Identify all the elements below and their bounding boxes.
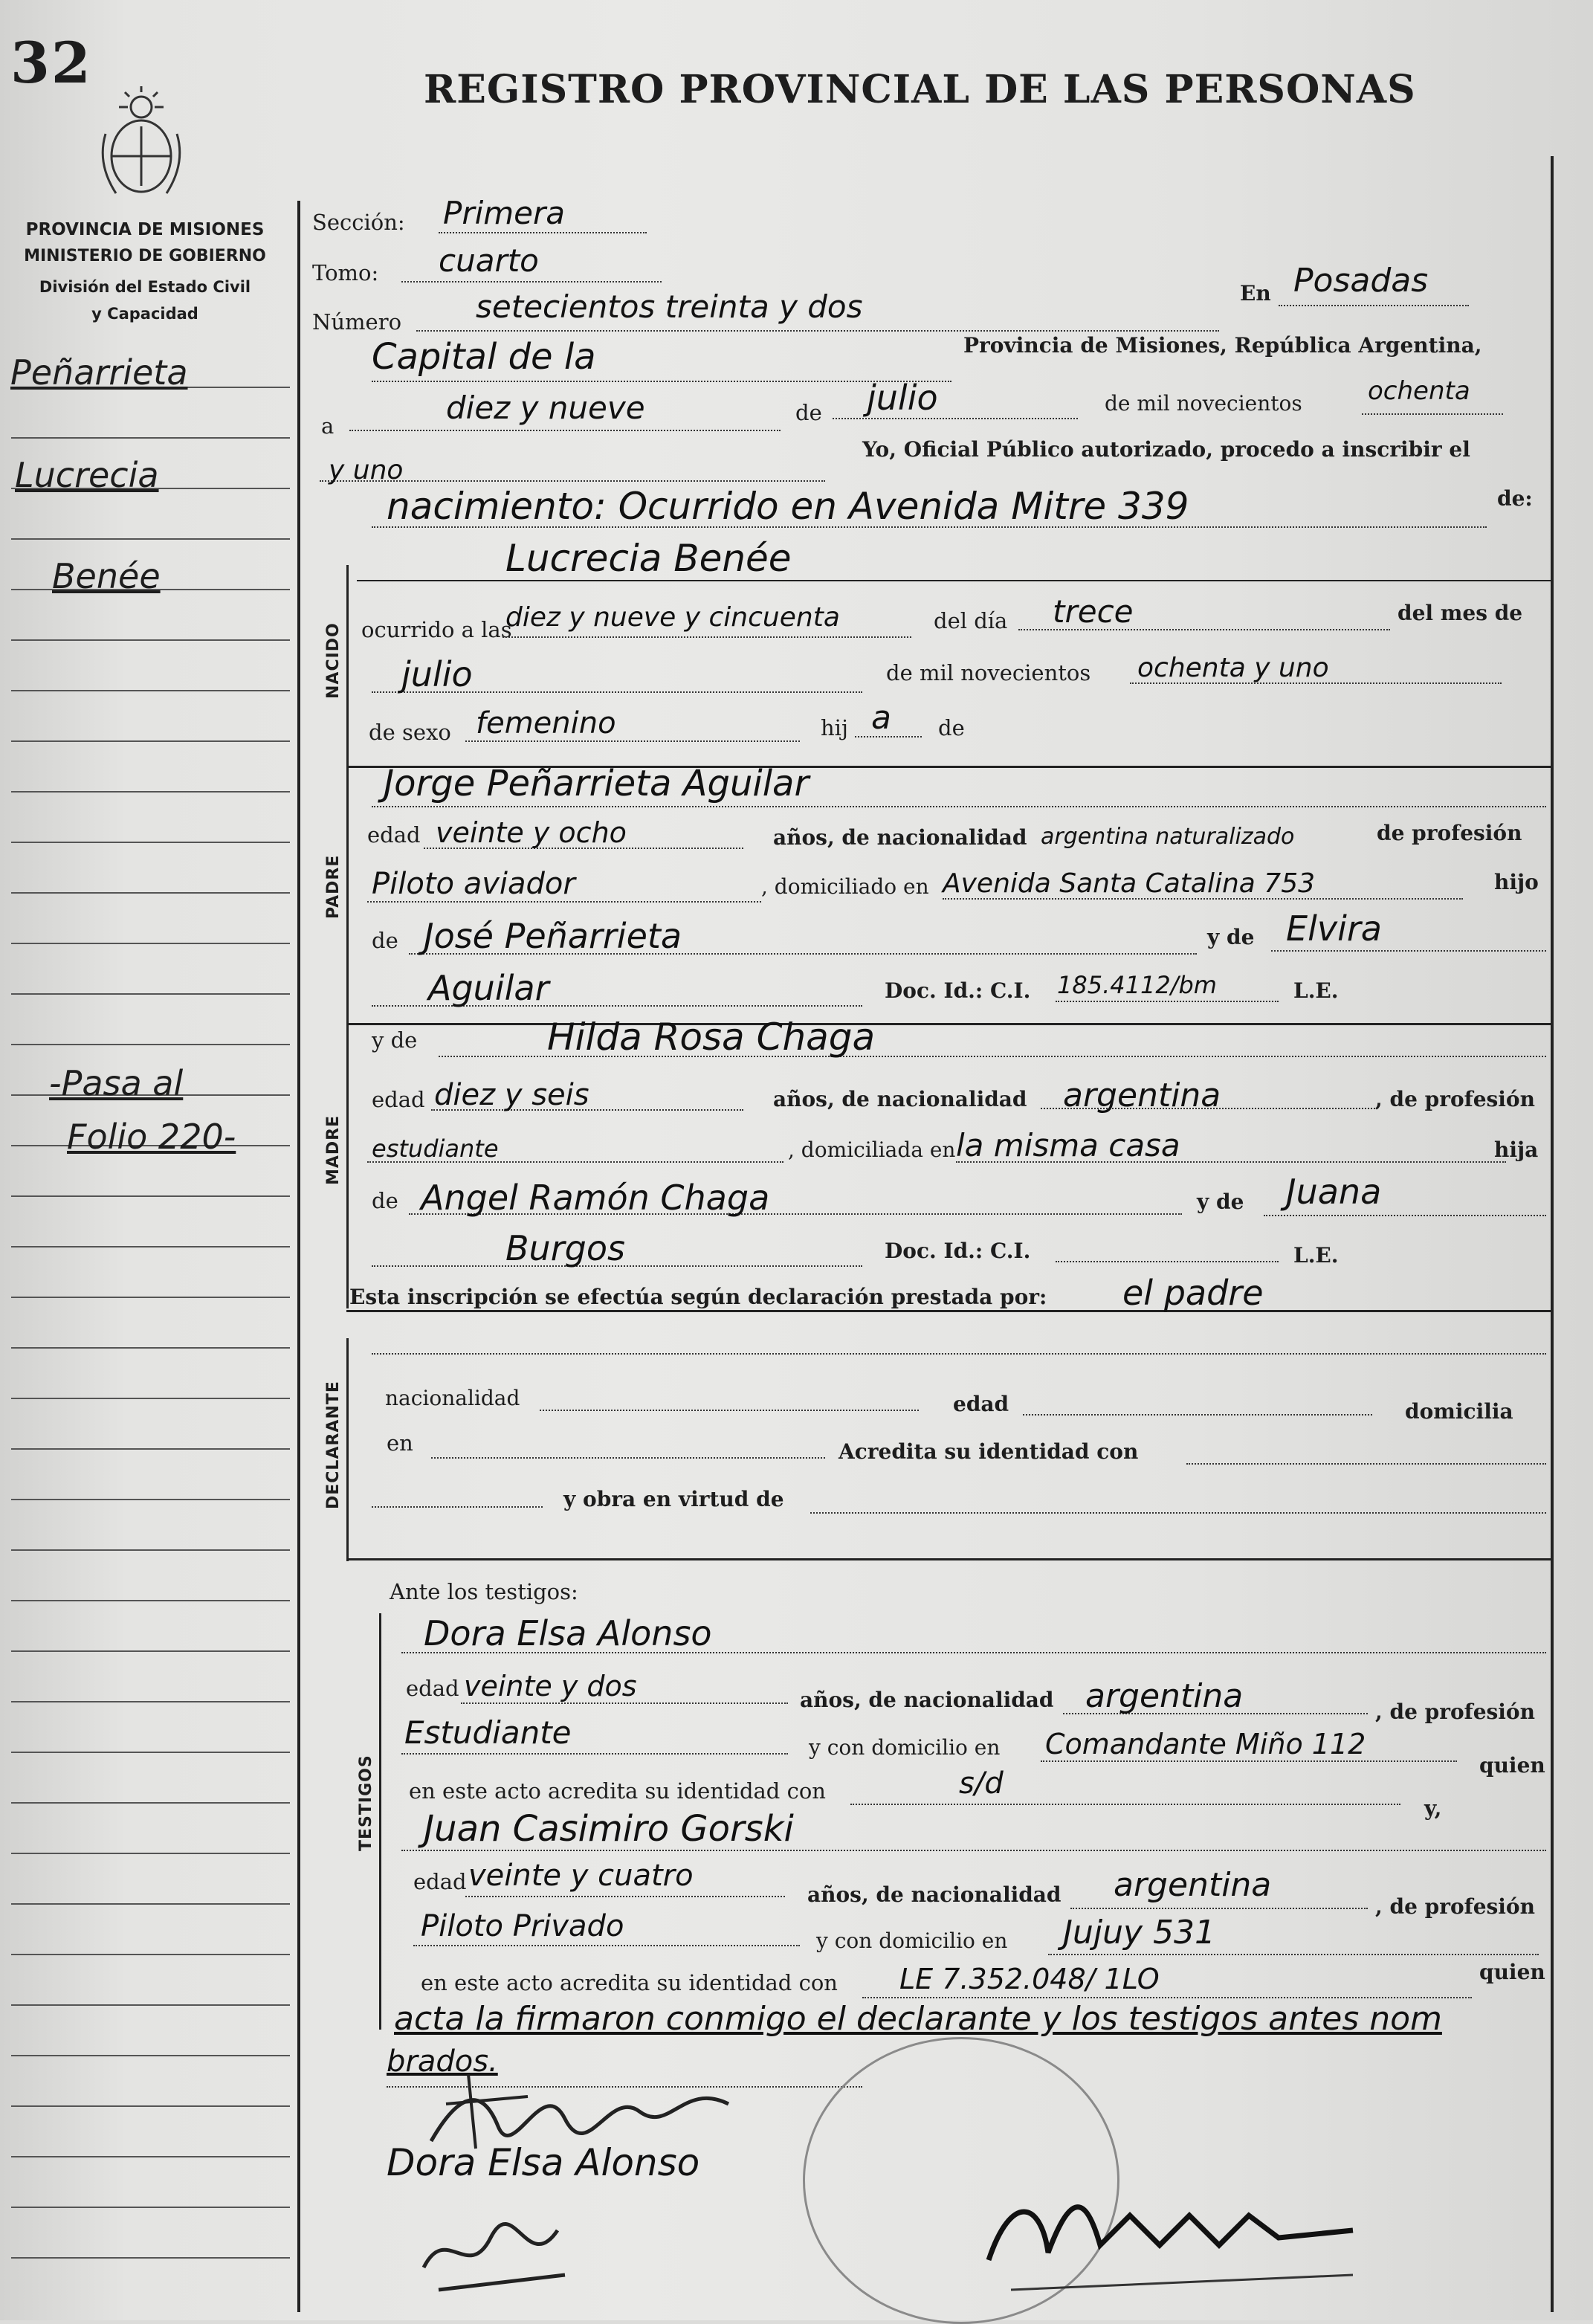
margin-rule — [11, 1701, 290, 1702]
margin-rule — [11, 1195, 290, 1197]
margin-first-name: Lucrecia — [15, 455, 159, 495]
numero-value: setecientos treinta y dos — [476, 288, 863, 325]
testigo1-profesion: Estudiante — [404, 1714, 572, 1751]
madre-le-label: L.E. — [1293, 1243, 1339, 1268]
declarante-side-border — [346, 1338, 349, 1561]
margin-rule — [11, 1954, 290, 1955]
agency-province: PROVINCIA DE MISIONES — [25, 220, 265, 239]
anio-line — [1362, 413, 1503, 415]
padre-le-label: L.E. — [1293, 978, 1339, 1003]
testigo1-profesion-label: , de profesión — [1375, 1700, 1535, 1724]
padre-profesion-label: de profesión — [1377, 821, 1522, 845]
nacido-de-label: de — [938, 715, 965, 740]
testigo2-quien-label: quien — [1479, 1960, 1545, 1984]
margin-rule — [11, 1802, 290, 1804]
en-value: Posadas — [1293, 262, 1429, 300]
margin-rule — [11, 1752, 290, 1753]
padre-hijo-label: hijo — [1494, 870, 1539, 894]
padre-edad-value: veinte y ocho — [436, 816, 627, 849]
padre-madre-line — [1271, 950, 1546, 952]
coat-of-arms-icon — [89, 82, 193, 208]
anio-value-2: y uno — [329, 455, 404, 485]
testigos-ante-label: Ante los testigos: — [390, 1579, 578, 1604]
agency-ministry: MINISTERIO DE GOBIERNO — [24, 247, 266, 265]
madre-nacionalidad-label: años, de nacionalidad — [773, 1087, 1027, 1111]
margin-rule — [11, 1347, 290, 1349]
mes-value: julio — [867, 378, 938, 418]
testigo1-nacionalidad: argentina — [1085, 1677, 1244, 1715]
seccion-value: Primera — [443, 195, 566, 231]
madre-de-label: de — [372, 1188, 398, 1213]
madre-y-de2-label: y de — [1197, 1190, 1244, 1214]
declarante-nombre-line — [372, 1353, 1546, 1355]
testigo2-nacionalidad: argentina — [1114, 1866, 1272, 1904]
tomo-value: cuarto — [439, 242, 539, 279]
inscripcion-declarante: el padre — [1122, 1273, 1264, 1313]
provincia-text: Provincia de Misiones, República Argentina, — [963, 333, 1482, 358]
signature-testigo2-icon — [416, 2201, 595, 2297]
testigo2-nacionalidad-label: años, de nacionalidad — [807, 1882, 1062, 1907]
margin-rule — [11, 2055, 290, 2056]
testigo1-profesion-line — [401, 1753, 788, 1755]
anio-nacido-label: de mil novecientos — [886, 660, 1091, 685]
hij-value: a — [871, 699, 891, 737]
nacido-nombre: Lucrecia Benée — [505, 537, 792, 580]
testigo2-edad: veinte y cuatro — [468, 1859, 694, 1893]
madre-domicilio-value: la misma casa — [956, 1127, 1180, 1163]
margin-surname: Peñarrieta — [10, 352, 188, 393]
section-side-border — [346, 565, 349, 1308]
testigo1-edad-line — [461, 1702, 788, 1704]
signature-testigo1: Dora Elsa Alonso — [387, 2141, 700, 2184]
de-label: de — [795, 400, 822, 425]
hora-value: diez y nueve y cincuenta — [505, 602, 840, 633]
madre-doc-label: Doc. Id.: C.I. — [885, 1239, 1031, 1263]
mes-line — [833, 418, 1078, 419]
declarante-nacionalidad-label: nacionalidad — [385, 1386, 520, 1410]
agency-division: División del Estado Civil — [39, 278, 251, 296]
madre-edad-label: edad — [372, 1087, 425, 1112]
padre-edad-label: edad — [367, 822, 421, 848]
testigo2-identidad: LE 7.352.048/ 1LO — [899, 1963, 1160, 1995]
sexo-line — [465, 740, 800, 742]
margin-rule — [11, 2207, 290, 2208]
agency-division-2: y Capacidad — [91, 305, 198, 323]
declarante-edad-line — [1023, 1414, 1372, 1416]
dia-nacido-value: trece — [1053, 593, 1134, 630]
anio-cont-line — [320, 480, 825, 482]
testigo2-profesion-label: , de profesión — [1375, 1894, 1535, 1919]
anio-nacido-value: ochenta y uno — [1137, 653, 1329, 683]
testigo1-domicilio: Comandante Miño 112 — [1045, 1728, 1366, 1760]
declarante-nacionalidad-line — [540, 1410, 919, 1411]
declarante-divider — [346, 1558, 1551, 1560]
testigo1-quien-label: quien — [1479, 1753, 1545, 1778]
section-declarante-label: DECLARANTE — [324, 1381, 343, 1509]
padre-nacionalidad-value: argentina naturalizado — [1041, 824, 1295, 850]
margin-rule — [11, 740, 290, 742]
testigo2-profesion: Piloto Privado — [421, 1909, 624, 1943]
testigo1-nacionalidad-label: años, de nacionalidad — [800, 1688, 1054, 1712]
testigo1-acredita-label: en este acto acredita su identidad con — [409, 1778, 826, 1804]
oficial-text: Yo, Oficial Público autorizado, procedo a inscribir el — [862, 437, 1470, 462]
madre-y-de-label: y de — [372, 1027, 418, 1053]
margin-rule — [11, 2105, 290, 2107]
testigo2-domicilio-label: y con domicilio en — [816, 1928, 1008, 1953]
margin-rule — [11, 2257, 290, 2259]
padre-profesion-value: Piloto aviador — [372, 867, 575, 901]
madre-hija-label: hija — [1494, 1137, 1539, 1162]
declarante-obra-label: y obra en virtud de — [563, 1487, 784, 1511]
form-left-border — [297, 201, 300, 2312]
madre-profesion-label: , de profesión — [1375, 1087, 1535, 1111]
madre-madre-value-2: Burgos — [505, 1228, 625, 1268]
testigo1-identidad-line — [850, 1804, 1400, 1805]
seccion-label: Sección: — [312, 210, 405, 235]
testigo1-domicilio-label: y con domicilio en — [809, 1735, 1001, 1760]
dia-line — [349, 430, 781, 431]
testigo2-identidad-line — [862, 1997, 1472, 1998]
testigo1-y-label: y, — [1424, 1796, 1442, 1821]
ocurrido-label: ocurrido a las — [361, 617, 512, 642]
margin-rule — [11, 791, 290, 793]
padre-nombre-line — [372, 806, 1546, 807]
acto-value: nacimiento: Ocurrido en Avenida Mitre 339 — [387, 485, 1189, 528]
hora-line — [503, 636, 911, 638]
inscripcion-text: Esta inscripción se efectúa según declaración prestada por: — [349, 1285, 1047, 1309]
testigo2-nacionalidad-line — [1070, 1908, 1368, 1909]
seccion-line — [439, 232, 647, 233]
margin-rule — [11, 437, 290, 439]
testigo2-edad-label: edad — [413, 1869, 467, 1894]
page-number: 32 — [10, 30, 92, 96]
margin-rule — [11, 1398, 290, 1399]
section-testigos-label: TESTIGOS — [357, 1755, 375, 1851]
madre-divider — [346, 1310, 1551, 1312]
padre-de-label: de — [372, 928, 398, 953]
testigo2-domicilio-line — [1048, 1954, 1539, 1955]
numero-label: Número — [312, 309, 402, 335]
form-right-border — [1551, 156, 1554, 2312]
margin-rule — [11, 690, 290, 691]
madre-madre-line — [1264, 1215, 1546, 1216]
testigo2-acredita-label: en este acto acredita su identidad con — [421, 1970, 838, 1995]
tomo-label: Tomo: — [312, 260, 379, 285]
padre-nombre: Jorge Peñarrieta Aguilar — [384, 763, 810, 804]
margin-rule — [11, 1903, 290, 1905]
padre-doc-value: 185.4112/bm — [1057, 971, 1217, 999]
dia-value: diez y nueve — [446, 390, 645, 426]
section-nacido-label: NACIDO — [324, 622, 343, 699]
declarante-acredita-line — [1186, 1463, 1546, 1465]
testigo1-edad-label: edad — [406, 1676, 459, 1701]
sexo-label: de sexo — [369, 720, 451, 745]
madre-nacionalidad-value: argentina — [1063, 1077, 1221, 1114]
testigo2-nombre: Juan Casimiro Gorski — [424, 1808, 794, 1850]
padre-domicilio-value: Avenida Santa Catalina 753 — [943, 868, 1316, 899]
margin-rule — [11, 1448, 290, 1450]
document-title: REGISTRO PROVINCIAL DE LAS PERSONAS — [424, 67, 1416, 112]
declarante-edad-label: edad — [953, 1392, 1009, 1416]
margin-rule — [11, 1297, 290, 1298]
madre-domicilio-label: , domiciliada en — [788, 1137, 956, 1162]
numero-line — [416, 330, 1219, 332]
padre-madre-value-1: Elvira — [1286, 908, 1382, 949]
testigo1-identidad: s/d — [959, 1766, 1004, 1801]
margin-rule — [11, 1246, 290, 1247]
padre-madre-value-2: Aguilar — [428, 968, 549, 1008]
anio-label: de mil novecientos — [1105, 391, 1302, 416]
margin-rule — [11, 842, 290, 843]
declarante-en-line — [431, 1457, 825, 1459]
testigo2-edad-line — [465, 1896, 785, 1897]
testigo2-profesion-line — [413, 1945, 800, 1946]
declarante-acredita-label: Acredita su identidad con — [838, 1439, 1139, 1464]
padre-profesion-line — [367, 901, 761, 903]
margin-rule — [11, 943, 290, 944]
padre-madre-divider — [346, 1023, 1551, 1025]
a-label: a — [321, 413, 335, 439]
declarante-en-label: en — [387, 1430, 413, 1456]
margin-rule — [11, 538, 290, 540]
margin-rule — [11, 1499, 290, 1500]
margin-rule — [11, 639, 290, 641]
declarante-domicilia-label: domicilia — [1405, 1399, 1513, 1424]
de-colon-label: de: — [1497, 486, 1533, 511]
padre-nacionalidad-label: años, de nacionalidad — [773, 825, 1027, 850]
padre-doc-line — [1056, 1001, 1279, 1002]
margin-rule — [11, 1549, 290, 1551]
testigo1-domicilio-line — [1041, 1760, 1457, 1762]
del-dia-label: del día — [934, 608, 1008, 633]
margin-rule — [11, 1600, 290, 1601]
section-madre-label: MADRE — [324, 1114, 343, 1185]
margin-rule — [11, 993, 290, 995]
del-mes-label: del mes de — [1397, 601, 1523, 625]
anio-value-1: ochenta — [1368, 376, 1470, 406]
testigo1-edad: veinte y dos — [464, 1670, 637, 1702]
margin-rule — [11, 2004, 290, 2006]
testigo2-domicilio: Jujuy 531 — [1063, 1914, 1215, 1952]
margin-rule — [11, 892, 290, 894]
margin-note-line1: -Pasa al — [49, 1063, 184, 1103]
section-padre-label: PADRE — [324, 854, 343, 919]
padre-padre-value: José Peñarrieta — [424, 916, 682, 956]
sexo-value: femenino — [476, 706, 616, 740]
madre-profesion-value: estudiante — [372, 1134, 499, 1163]
testigo1-nombre: Dora Elsa Alonso — [424, 1613, 712, 1653]
margin-rule — [11, 1853, 290, 1854]
madre-nombre: Hilda Rosa Chaga — [547, 1016, 876, 1059]
en-line — [1279, 305, 1469, 306]
hij-label: hij — [821, 715, 848, 740]
madre-padre-value: Angel Ramón Chaga — [421, 1178, 770, 1218]
padre-domicilio-label: , domiciliado en — [761, 874, 929, 899]
madre-doc-line — [1056, 1261, 1279, 1262]
tomo-line — [401, 281, 662, 283]
padre-y-de-label: y de — [1207, 925, 1255, 949]
closing-line2: brados. — [387, 2044, 498, 2079]
declarante-obra-pre-line — [372, 1506, 543, 1508]
margin-rule — [11, 1044, 290, 1045]
padre-doc-label: Doc. Id.: C.I. — [885, 978, 1031, 1003]
mes-nacido-value: julio — [401, 654, 473, 694]
en-label: En — [1240, 281, 1271, 306]
capital-value: Capital de la — [372, 336, 596, 378]
madre-madre-value-1: Juana — [1286, 1172, 1382, 1212]
testigo2-nombre-line — [401, 1850, 1546, 1851]
margin-second-name: Benée — [52, 556, 161, 596]
madre-edad-value: diez y seis — [434, 1078, 589, 1112]
nacido-name-line — [357, 580, 1551, 581]
testigos-side-border — [379, 1613, 381, 2030]
signature-oficial-icon — [966, 2149, 1383, 2312]
capital-line — [372, 381, 951, 382]
margin-note-line2: Folio 220- — [67, 1117, 236, 1157]
closing-line1: acta la firmaron conmigo el declarante y los testigos antes nom — [394, 2000, 1442, 2038]
margin-rule — [11, 1650, 290, 1652]
declarante-obra-line — [810, 1512, 1546, 1514]
margin-rule — [11, 2156, 290, 2157]
